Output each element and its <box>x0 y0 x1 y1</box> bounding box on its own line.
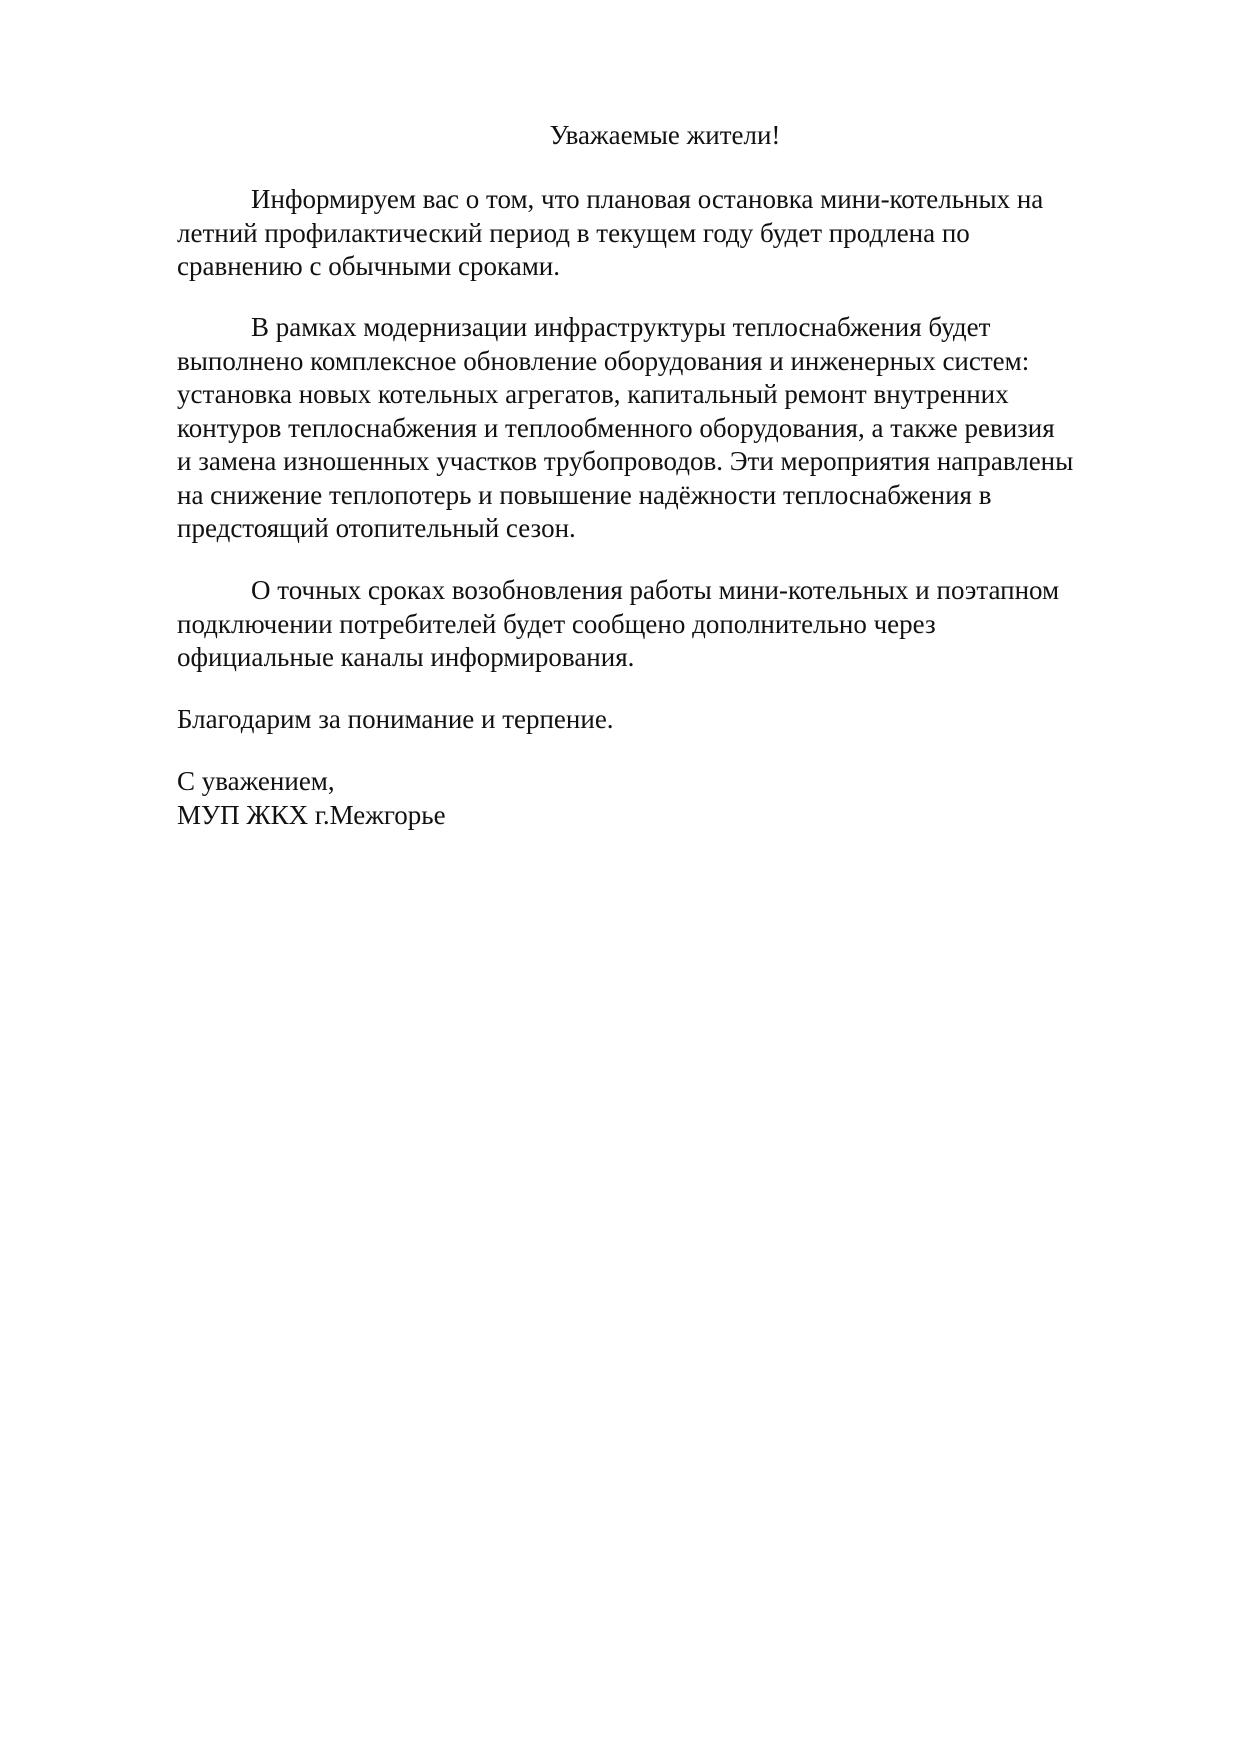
paragraph-3 <box>177 574 1177 675</box>
letter-closing <box>177 765 1177 832</box>
signature: МУП ЖКХ г.Межгорье <box>177 799 446 830</box>
paragraph-line: Информируем вас о том, что плановая остановка мини-котельных на <box>251 184 1044 214</box>
paragraph-line: подключении потребителей будет сообщено дополнительно через <box>177 608 936 639</box>
paragraph-line: О точных сроках возобновления работы мини-котельных и поэтапном <box>251 575 1060 605</box>
letter-thanks <box>177 703 1177 737</box>
thanks-text: Благодарим за понимание и терпение. <box>177 704 614 734</box>
paragraph-line: официальные каналы информирования. <box>177 642 635 672</box>
paragraph-line: летний профилактический период в текущем году будет продлена по <box>177 217 970 248</box>
paragraph-line: и замена изношенных участков трубопроводов. Эти мероприятия направлены <box>177 446 1074 476</box>
paragraph-line: предстоящий отопительный сезон. <box>177 513 576 543</box>
paragraph-2 <box>177 311 1177 546</box>
paragraph-line: установка новых котельных агрегатов, капитальный ремонт внутренних <box>177 379 1009 409</box>
letter-greeting: Уважаемые жители! <box>549 120 781 150</box>
paragraph-line: В рамках модернизации инфраструктуры теплоснабжения будет <box>251 312 991 342</box>
paragraph-line: сравнению с обычными сроками. <box>177 251 560 281</box>
paragraph-1 <box>177 183 1177 284</box>
paragraph-line: на снижение теплопотерь и повышение надёжности теплоснабжения в <box>177 479 992 510</box>
paragraph-line: контуров теплоснабжения и теплообменного оборудования, а также ревизия <box>177 412 1055 443</box>
closing-salutation: С уважением, <box>177 766 335 796</box>
paragraph-line: выполнено комплексное обновление оборудования и инженерных систем: <box>177 345 1030 376</box>
